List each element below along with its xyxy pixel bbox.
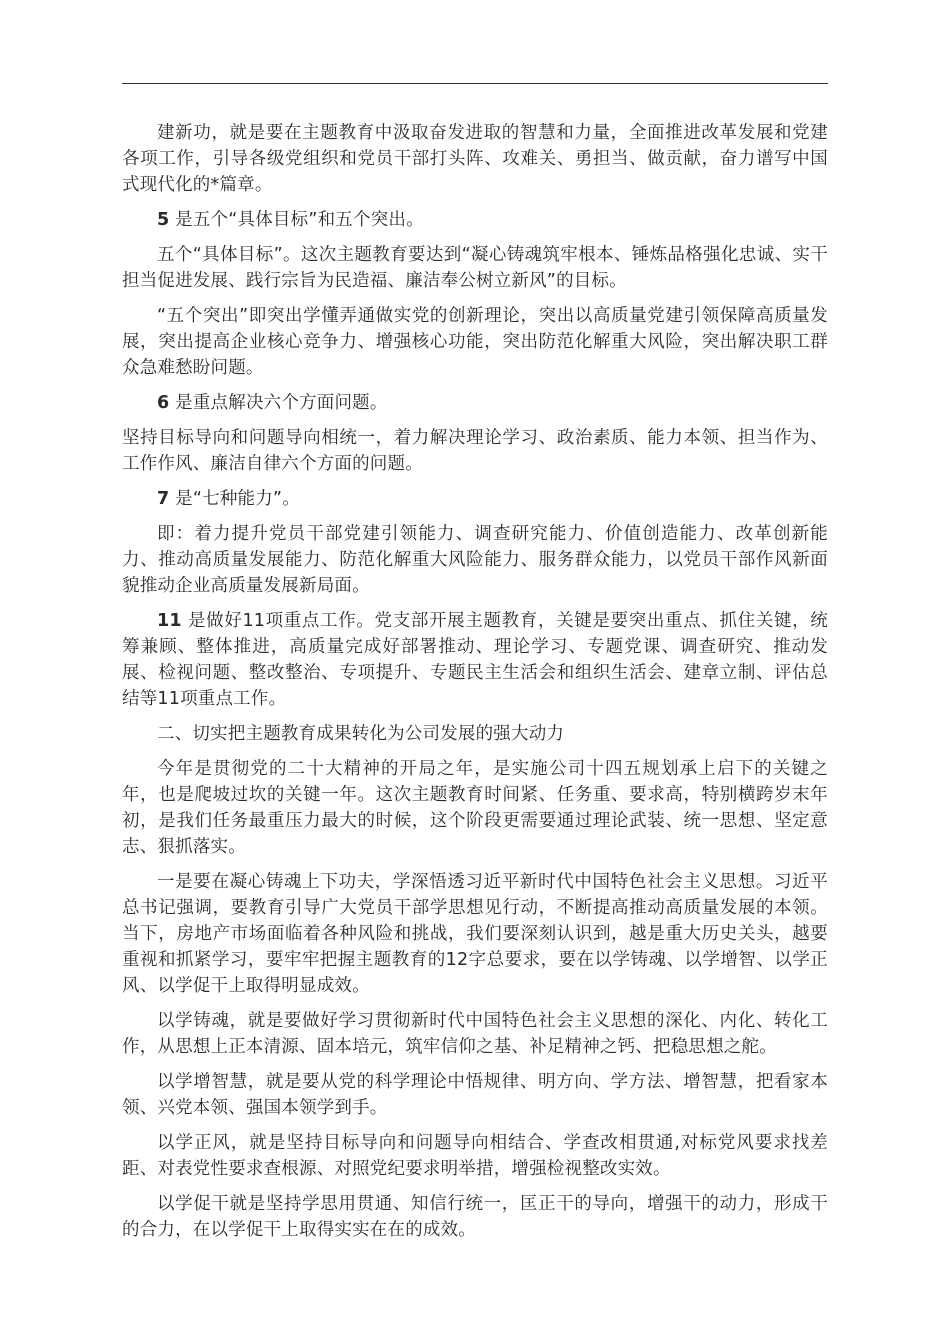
paragraph: 坚持目标导向和问题导向相统一，着力解决理论学习、政治素质、能力本领、担当作为、工作作风、廉洁自律六个方面的问题。 <box>122 428 828 474</box>
paragraph: 一是要在凝心铸魂上下功夫，学深悟透习近平新时代中国特色社会主义思想。习近平总书记强调，要教育引导广大党员干部学思想见行动，不断提高推动高质量发展的本领。当下，房地产市场面临着各种风险和挑战，我们要深刻认识到，越是重大历史关头，越要重视和抓紧学习，要牢牢把握主题教育的12字总要求，要在以学铸魂、以学增智、以学正风、以学促干上取得明显成效。 <box>122 872 828 996</box>
paragraph: 建新功，就是要在主题教育中汲取奋发进取的智慧和力量，全面推进改革发展和党建各项工作，引导各级党组织和党员干部打头阵、攻难关、勇担当、做贡献，奋力谱写中国式现代化的*篇章。 <box>122 123 828 195</box>
paragraph-number: 6 <box>157 393 170 413</box>
paragraph: 以学促干就是坚持学思用贯通、知信行统一，匡正干的导向，增强干的动力，形成干的合力，在以学促干上取得实实在在的成效。 <box>122 1194 828 1240</box>
section-heading: 二、切实把主题教育成果转化为公司发展的强大动力 <box>157 724 565 744</box>
paragraph: 11 是做好11项重点工作。党支部开展主题教育，关键是要突出重点、抓住关键，统筹兼顾、整体推进，高质量完成好部署推动、理论学习、专题党课、调查研究、推动发展、检视问题、整改整治、专项提升、专题民主生活会和组织生活会、建章立制、评估总结等11项重点工作。 <box>122 611 829 709</box>
paragraph: 以学增智慧，就是要从党的科学理论中悟规律、明方向、学方法、增智慧，把看家本领、兴党本领、强国本领学到手。 <box>122 1072 828 1118</box>
paragraph: 5 是五个“具体目标”和五个突出。 <box>157 210 424 230</box>
paragraph: 7 是“七种能力”。 <box>157 489 300 509</box>
paragraph-number: 11 <box>157 611 182 631</box>
paragraph: 6 是重点解决六个方面问题。 <box>157 393 388 413</box>
paragraph: 以学铸魂，就是要做好学习贯彻新时代中国特色社会主义思想的深化、内化、转化工作，从思想上正本清源、固本培元，筑牢信仰之基、补足精神之钙、把稳思想之舵。 <box>122 1011 828 1057</box>
paragraph-number: 7 <box>157 489 170 509</box>
paragraph: 今年是贯彻党的二十大精神的开局之年，是实施公司十四五规划承上启下的关键之年，也是爬坡过坎的关键一年。这次主题教育时间紧、任务重、要求高，特别横跨岁末年初，是我们任务最重压力最大的时候，这个阶段更需要通过理论武装、统一思想、坚定意志、狠抓落实。 <box>122 759 828 857</box>
paragraph: 以学正风，就是坚持目标导向和问题导向相结合、学查改相贯通,对标党风要求找差距、对表党性要求查根源、对照党纪要求明举措，增强检视整改实效。 <box>122 1133 828 1179</box>
paragraph: “五个突出”即突出学懂弄通做实党的创新理论，突出以高质量党建引领保障高质量发展，突出提高企业核心竞争力、增强核心功能，突出防范化解重大风险，突出解决职工群众急难愁盼问题。 <box>122 306 828 378</box>
paragraph-number: 5 <box>157 210 170 230</box>
paragraph: 即：着力提升党员干部党建引领能力、调查研究能力、价值创造能力、改革创新能力、推动高质量发展能力、防范化解重大风险能力、服务群众能力，以党员干部作风新面貌推动企业高质量发展新局面。 <box>122 524 828 596</box>
header-rule <box>122 83 828 84</box>
paragraph: 五个“具体目标”。这次主题教育要达到“凝心铸魂筑牢根本、锤炼品格强化忠诚、实干担当促进发展、践行宗旨为民造福、廉洁奉公树立新风”的目标。 <box>122 245 828 291</box>
document-body <box>122 120 828 1252</box>
